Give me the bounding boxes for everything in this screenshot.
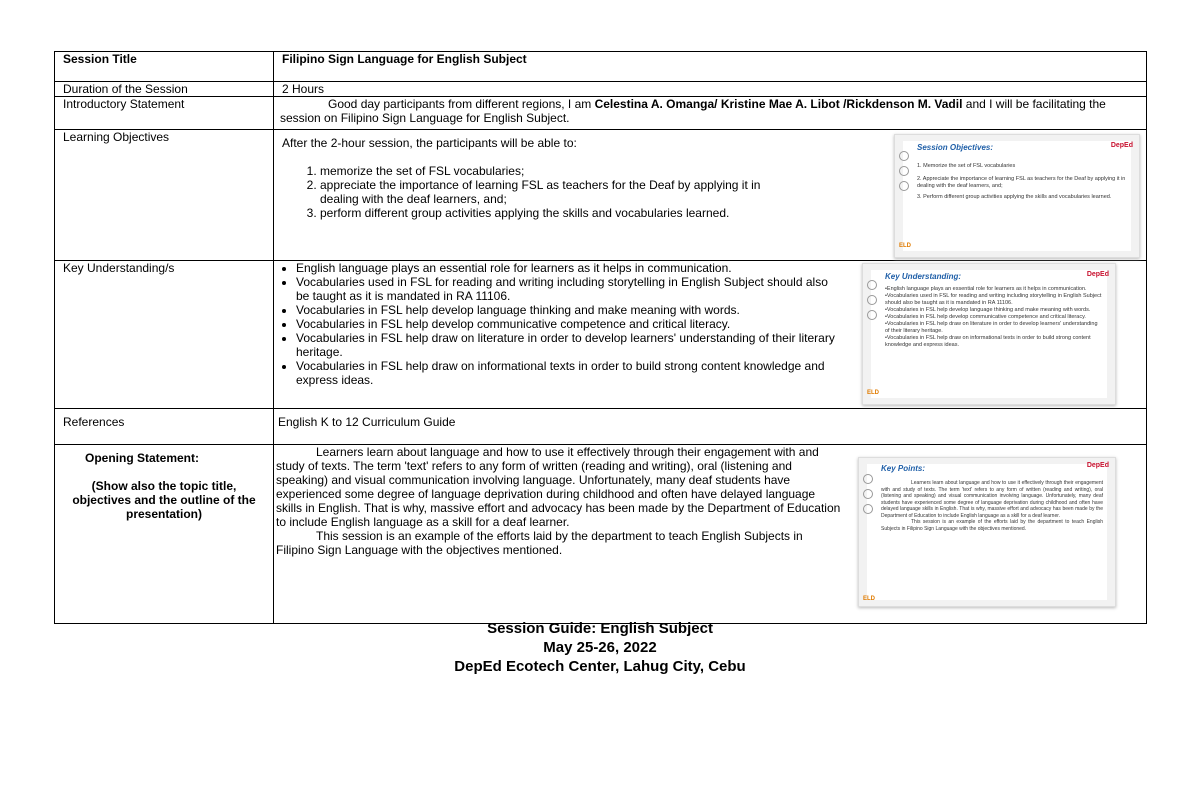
facilitator-names: Celestina A. Omanga/ Kristine Mae A. Libot /Rickdenson M. Vadil — [594, 97, 963, 111]
references-label: References — [55, 409, 274, 445]
opening-note: (Show also the topic title, objectives and the outline of the presentation) — [72, 479, 256, 521]
deped-logo: DepEd — [1086, 462, 1109, 469]
deped-logo: DepEd — [1110, 142, 1133, 149]
opening-row — [55, 445, 1147, 624]
eld-logo: ELD — [899, 243, 911, 249]
objectives-list — [282, 164, 782, 220]
opening-cell — [274, 445, 1147, 624]
intro-text: Good day participants from different regions, I am Celestina A. Omanga/ Kristine Mae A. Libot /Rickdenson M. Vadil and I will be facilitating the session on Filipino Sign Language for English Subject. — [274, 97, 1147, 130]
sign-hand-icons — [863, 474, 875, 519]
opening-text — [276, 445, 842, 607]
duration-row — [55, 82, 1147, 97]
footer-title: Session Guide: English Subject — [487, 620, 713, 637]
key-item: • English language plays an essential role for learners as it helps in communication. — [296, 261, 838, 275]
objectives-row — [55, 130, 1147, 261]
objectives-slide-thumbnail: Session Objectives: DepEd 1. Memorize the set of FSL vocabularies 2. Appreciate the importance of learning FSL as teachers for the Deaf by applying it in dealing with the deaf learners, and; 3. Perform different group activities applying the skills and vocabularies learned. ELD — [894, 134, 1140, 258]
opening-label-cell — [55, 445, 274, 624]
references-value: English K to 12 Curriculum Guide — [274, 409, 1147, 445]
footer-venue: DepEd Ecotech Center, Lahug City, Cebu — [454, 658, 746, 675]
sign-hand-icons — [867, 280, 879, 325]
session-title-value: Filipino Sign Language for English Subject — [274, 52, 1147, 82]
opening-paragraph: This session is an example of the efforts laid by the department to teach English Subjects in Filipino Sign Language with the objectives mentioned. — [276, 529, 803, 557]
opening-paragraph: Learners learn about language and how to use it effectively through their engagement with and study of texts. The term 'text' refers to any form of written (reading and writing), oral (listening and speaking) and visual communication involving language. Unfortunately, many deaf students have experienced some degree of language deprivation during childhood and often have delayed language skills in English. That is why, massive effort and advocacy has been made by the Department of Education to include English language as a skill for a deaf learner. — [276, 445, 841, 529]
duration-value: 2 Hours — [274, 82, 1147, 97]
footer-date: May 25-26, 2022 — [543, 639, 657, 656]
opening-label: Opening Statement: — [85, 451, 200, 465]
key-item: • Vocabularies used in FSL for reading and writing including storytelling in English Subject should also be taught as it is mandated in RA 11106. — [296, 275, 838, 303]
key-understanding-label: Key Understanding/s — [55, 261, 274, 409]
key-understanding-cell — [274, 261, 1147, 409]
session-guide-table — [54, 51, 1147, 624]
references-row — [55, 409, 1147, 445]
objective-item: 1. memorize the set of FSL vocabularies; — [320, 164, 782, 178]
eld-logo: ELD — [867, 390, 879, 396]
objective-item: 2. appreciate the importance of learning FSL as teachers for the Deaf by applying it in dealing with the deaf learners, and; — [320, 178, 782, 206]
key-understanding-row — [55, 261, 1147, 409]
sign-hand-icons — [899, 151, 911, 196]
key-understanding-slide-thumbnail: Key Understanding: DepEd •English language plays an essential role for learners as it helps in communication. •Vocabularies used in FSL for reading and writing including storytelling in English Subject should also be taught as it is mandated in RA 11106. •Vocabularies in FSL help develop language thinking and make meaning with words. •Vocabularies in FSL help develop communicative competence and critical literacy. •Vocabularies in FSL help draw on literature in order to develop learners' understanding of their literary heritage. •Vocabularies in FSL help draw on informational texts in order to build strong content knowledge and express ideas. ELD — [862, 263, 1116, 405]
eld-logo: ELD — [863, 596, 875, 602]
deped-logo: DepEd — [1086, 271, 1109, 278]
intro-label: Introductory Statement — [55, 97, 274, 130]
objectives-text — [282, 130, 782, 258]
key-item: • Vocabularies in FSL help draw on literature in order to develop learners' understanding of their literary heritage. — [296, 331, 838, 359]
key-item: • Vocabularies in FSL help develop communicative competence and critical literacy. — [296, 317, 838, 331]
key-item: • Vocabularies in FSL help draw on informational texts in order to build strong content knowledge and express ideas. — [296, 359, 838, 387]
objective-item: 3. perform different group activities applying the skills and vocabularies learned. — [320, 206, 782, 220]
session-title-label: Session Title — [55, 52, 274, 82]
intro-row — [55, 97, 1147, 130]
objectives-cell — [274, 130, 1147, 261]
duration-label: Duration of the Session — [55, 82, 274, 97]
objectives-lead: After the 2-hour session, the participants will be able to: — [282, 136, 577, 150]
key-points-slide-thumbnail: Key Points: DepEd Learners learn about language and how to use it effectively through their engagement with and study of texts. The term 'text' refers to any form of written (reading and writing), oral (listening and speaking) and visual communication involving language. Unfortunately, many deaf students have experienced some degree of language deprivation during childhood and often have delayed language skills in English. That is why, massive effort and advocacy has been made by the Department of Education to include English language as a skill for a deaf learner. This session is an example of the efforts laid by the department to teach English Subjects in Filipino Sign Language with the objectives mentioned. ELD — [858, 457, 1116, 607]
key-understanding-list — [278, 261, 838, 405]
key-item: • Vocabularies in FSL help develop language thinking and make meaning with words. — [296, 303, 838, 317]
session-title-row — [55, 52, 1147, 82]
objectives-label: Learning Objectives — [55, 130, 274, 261]
